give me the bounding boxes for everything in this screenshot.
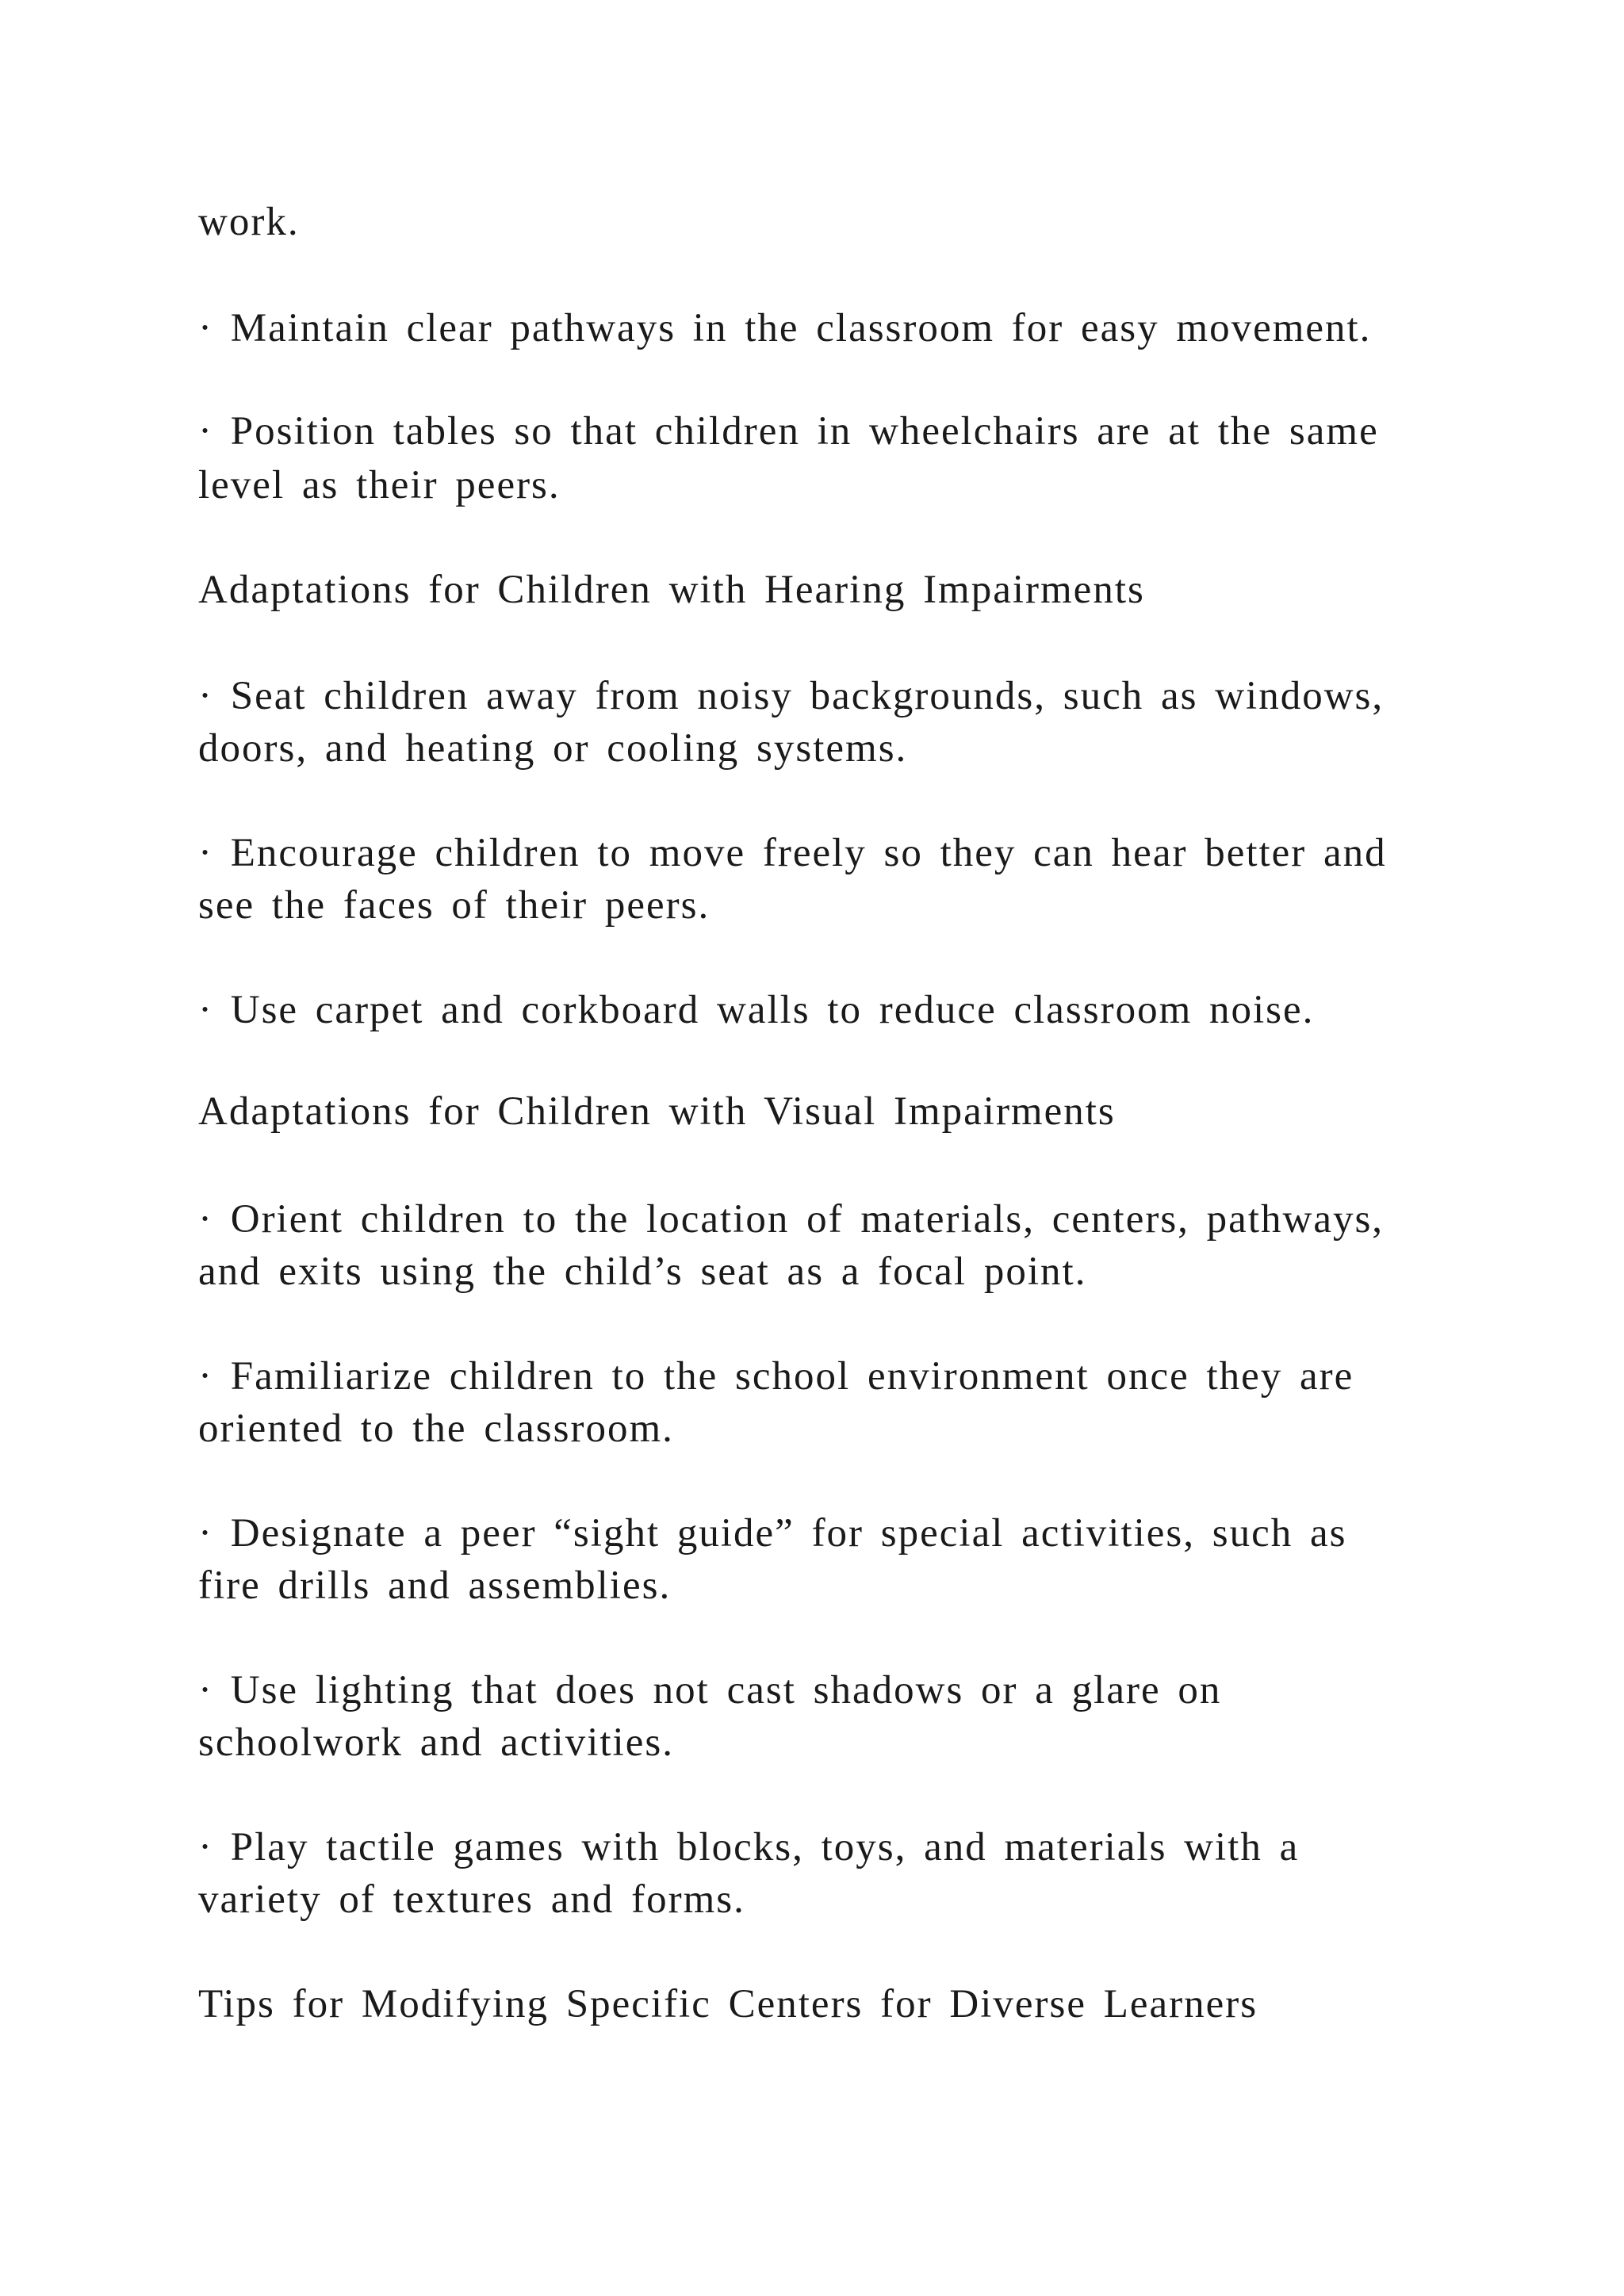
bullet-position-tables-line-1: · Position tables so that children in wheelchairs are at the same — [198, 409, 1379, 453]
heading-modifying-centers: Tips for Modifying Specific Centers for Diverse Learners — [198, 1982, 1258, 2026]
bullet-position-tables-line-2: level as their peers. — [198, 463, 561, 507]
bullet-clear-pathways: · Maintain clear pathways in the classroom for easy movement. — [198, 306, 1372, 350]
bullet-designate-line-1: · Designate a peer “sight guide” for special activities, such as — [198, 1511, 1347, 1556]
heading-hearing-impairments: Adaptations for Children with Hearing Impairments — [198, 568, 1145, 612]
bullet-familiarize-line-2: oriented to the classroom. — [198, 1406, 674, 1451]
bullet-familiarize-line-1: · Familiarize children to the school environment once they are — [198, 1354, 1354, 1399]
bullet-lighting-line-2: schoolwork and activities. — [198, 1720, 674, 1765]
bullet-tactile-line-2: variety of textures and forms. — [198, 1877, 745, 1922]
bullet-carpet-corkboard: · Use carpet and corkboard walls to reduce classroom noise. — [198, 988, 1315, 1032]
bullet-encourage-line-2: see the faces of their peers. — [198, 883, 710, 928]
bullet-encourage-line-1: · Encourage children to move freely so they can hear better and — [198, 831, 1387, 875]
bullet-tactile-line-1: · Play tactile games with blocks, toys, and materials with a — [198, 1825, 1300, 1869]
text-line-continuation: work. — [198, 200, 300, 244]
bullet-seat-children-line-1: · Seat children away from noisy backgrounds, such as windows, — [198, 674, 1385, 718]
bullet-seat-children-line-2: doors, and heating or cooling systems. — [198, 726, 908, 771]
bullet-orient-line-2: and exits using the child’s seat as a focal point. — [198, 1249, 1087, 1294]
heading-visual-impairments: Adaptations for Children with Visual Impairments — [198, 1089, 1116, 1134]
bullet-lighting-line-1: · Use lighting that does not cast shadows or a glare on — [198, 1668, 1222, 1712]
bullet-orient-line-1: · Orient children to the location of materials, centers, pathways, — [198, 1197, 1385, 1242]
bullet-designate-line-2: fire drills and assemblies. — [198, 1563, 672, 1608]
